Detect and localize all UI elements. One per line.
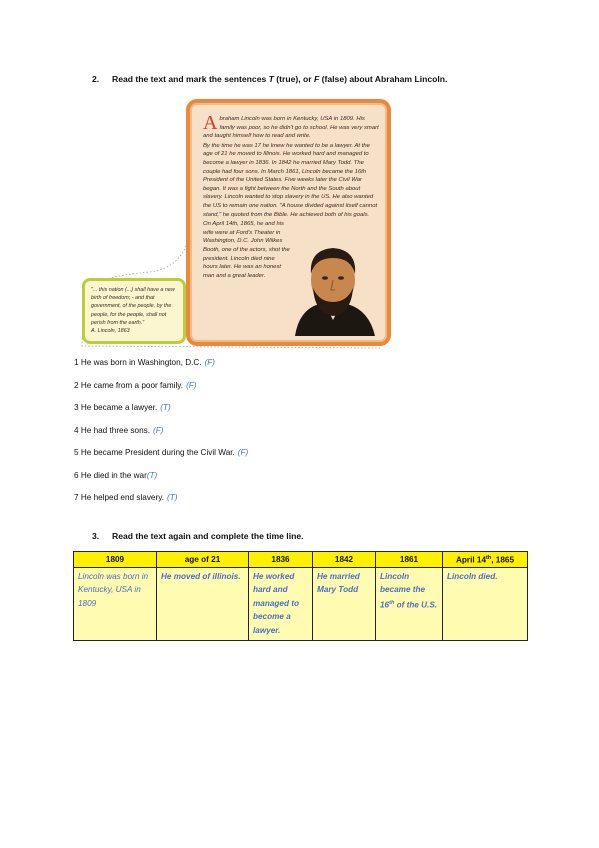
timeline-header: 1836 [249,552,313,568]
timeline-header: 1809 [74,552,157,568]
answer-label: (F) [204,358,216,367]
reading-paragraph-1: Abraham Lincoln was born in Kentucky, USA in 1809. His family was poor, so he didn't go to school. He was very smart and taught himself how to read and write. [203,112,379,140]
reading-paragraph-2: By the time he was 17 he knew he wanted to be a lawyer. At the age of 21 he moved to Illinois. He worked hard and managed to become a lawyer in 1836. In 1842 he married Mary Todd. The couple had four sons. In March 1861, Lincoln became the 16th President of the United States. Five weeks later the Civil War began. It was a fight between the North and the South about slavery. Lincoln wanted to stop slavery in the US. He also wanted the US to remain one nation. "A house divided against itself cannot stand," he quoted from the Bible. He achieved both of his goals. [203,142,378,218]
quote-author: A. Lincoln, 1863 [91,328,130,335]
timeline-header: April 14th, 1865 [443,552,528,568]
timeline-header: 1842 [313,552,376,568]
statement-item: 1 He was born in Washington, D.C. (F) [74,358,216,367]
answer-label: (F) [153,426,164,435]
timeline-table [73,551,528,641]
timeline-cell: Lincoln became the 16th of the U.S. [376,568,443,641]
statement-item: 2 He came from a poor family. (F) [74,381,197,390]
drop-cap: A [203,112,218,134]
quote-box [82,278,186,344]
timeline-cell: He moved of illinois. [157,568,249,641]
question-3-title: 3. Read the text again and complete the time line. [92,531,304,541]
statement-item: 4 He had three sons. (F) [74,426,164,435]
answer-label: (F) [186,381,197,390]
statement-item: 3 He became a lawyer. (T) [74,403,171,412]
timeline-cell: Lincoln died. [443,568,528,641]
timeline-header: 1861 [376,552,443,568]
reading-text-box [186,99,391,346]
answer-label: (T) [146,471,158,480]
timeline-cell: He worked hard and managed to become a lawyer. [249,568,313,641]
statement-item: 7 He helped end slavery. (T) [74,493,178,502]
lincoln-portrait-image [285,236,381,338]
question-2-title: 2. Read the text and mark the sentences T (true), or F (false) about Abraham Lincoln. [92,74,448,84]
answer-label: (T) [160,403,171,412]
timeline-answer-row [74,568,528,641]
timeline-cell: Lincoln was born in Kentucky, USA in 1809 [74,568,157,641]
answer-label: (T) [166,493,178,502]
reading-paragraph-3: On April 14th, 1865, he and his wife were at Ford's Theater in Washington, D.C. John Wilkes Booth, one of the actors, shot the president. Lincoln died nine hours later. He was an honest man and a great leader. [203,221,290,279]
question-number: 3. [92,531,100,541]
quote-text: "... this nation (...) shall have a new birth of freedom; - and that government, of the people, by the people, for the people, shall not perish from the earth." [91,287,175,326]
statement-item: 5 He became President during the Civil War. (F) [74,448,249,457]
statement-item: 6 He died in the war(T) [74,471,158,480]
question-number: 2. [92,74,100,84]
timeline-header: age of 21 [157,552,249,568]
timeline-cell: He married Mary Todd [313,568,376,641]
answer-label: (F) [237,448,249,457]
timeline-header-row [74,552,528,568]
